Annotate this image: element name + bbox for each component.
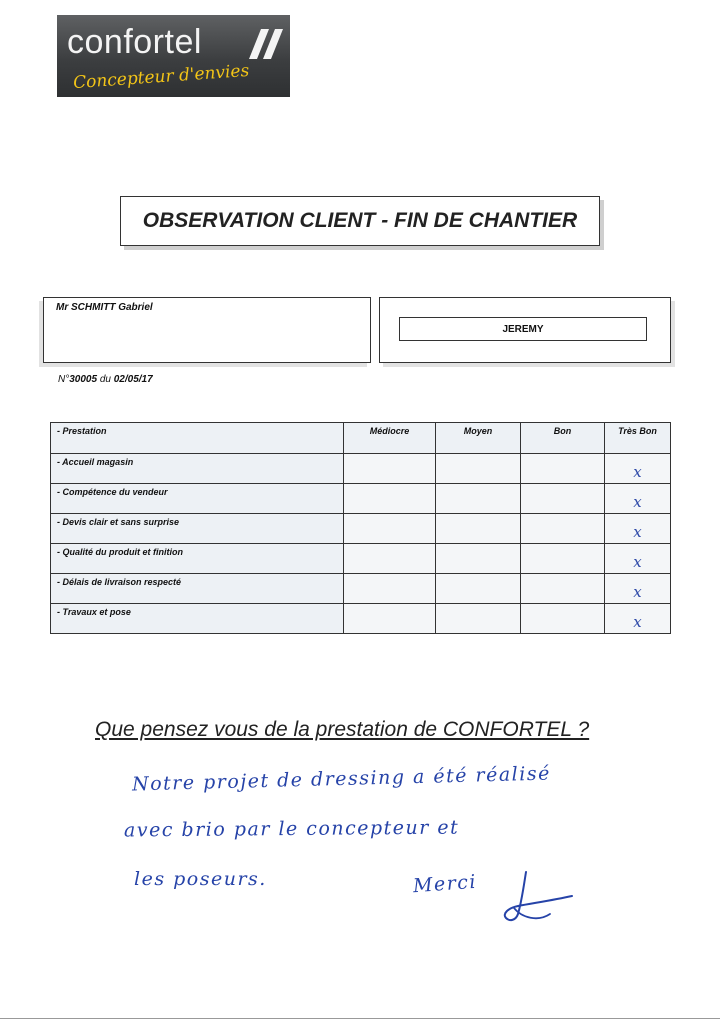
check-mark: x [633, 612, 642, 631]
cell-mediocre [344, 514, 436, 544]
header-mediocre: Médiocre [344, 423, 436, 454]
logo-slash-icon [247, 27, 285, 61]
cell-bon [521, 574, 605, 604]
client-box [43, 297, 371, 363]
cell-tres-bon [605, 604, 671, 634]
cell-tres-bon [605, 454, 671, 484]
cell-tres-bon [605, 514, 671, 544]
order-number: 30005 [69, 374, 98, 385]
row-label: - Délais de livraison respecté [51, 574, 344, 604]
cell-moyen [436, 454, 521, 484]
staff-box [379, 297, 671, 363]
page-bottom-rule [0, 1018, 720, 1019]
cell-bon [521, 484, 605, 514]
cell-moyen [436, 544, 521, 574]
row-label: - Travaux et pose [51, 604, 344, 634]
cell-moyen [436, 484, 521, 514]
header-moyen: Moyen [436, 423, 521, 454]
order-reference [58, 374, 153, 385]
cell-bon [521, 454, 605, 484]
order-connector: du [99, 374, 111, 385]
handwritten-thanks: Merci [412, 870, 478, 898]
cell-moyen [436, 604, 521, 634]
header-prestation: - Prestation [51, 423, 344, 454]
handwritten-comment-line-3: les poseurs. [134, 868, 267, 890]
header-bon: Bon [521, 423, 605, 454]
feedback-question: Que pensez vous de la prestation de CONFORTEL ? [95, 718, 590, 741]
check-mark: x [633, 582, 642, 601]
table-row [51, 514, 671, 544]
table-row [51, 574, 671, 604]
order-prefix: N° [58, 374, 70, 385]
cell-mediocre [344, 544, 436, 574]
confortel-logo [57, 15, 290, 97]
cell-tres-bon [605, 574, 671, 604]
row-label: - Devis clair et sans surprise [51, 514, 344, 544]
cell-moyen [436, 514, 521, 544]
cell-tres-bon [605, 484, 671, 514]
rating-table [50, 422, 671, 634]
logo-tagline: Concepteur d'envies [72, 60, 250, 94]
check-mark: x [633, 492, 642, 511]
cell-bon [521, 544, 605, 574]
cell-mediocre [344, 604, 436, 634]
cell-tres-bon [605, 544, 671, 574]
check-mark: x [633, 552, 642, 571]
rating-header-row [51, 423, 671, 454]
row-label: - Accueil magasin [51, 454, 344, 484]
staff-name: JEREMY [502, 323, 544, 335]
table-row [51, 604, 671, 634]
table-row [51, 544, 671, 574]
client-name: Mr SCHMITT Gabriel [56, 302, 153, 313]
cell-mediocre [344, 484, 436, 514]
form-title-box [120, 196, 600, 246]
header-tres-bon: Très Bon [605, 423, 671, 454]
cell-bon [521, 514, 605, 544]
cell-moyen [436, 574, 521, 604]
table-row [51, 454, 671, 484]
order-date: 02/05/17 [113, 374, 153, 385]
handwritten-comment-line-1: Notre projet de dressing a été réalisé [131, 762, 552, 796]
row-label: - Qualité du produit et finition [51, 544, 344, 574]
handwritten-comment-line-2: avec brio par le concepteur et [123, 816, 460, 842]
client-signature [488, 862, 578, 926]
cell-mediocre [344, 574, 436, 604]
form-title: OBSERVATION CLIENT - FIN DE CHANTIER [142, 209, 578, 232]
cell-bon [521, 604, 605, 634]
check-mark: x [633, 462, 642, 481]
staff-name-field [399, 317, 647, 341]
logo-brand-text: confortel [67, 23, 202, 61]
row-label: - Compétence du vendeur [51, 484, 344, 514]
table-row [51, 484, 671, 514]
check-mark: x [633, 522, 642, 541]
cell-mediocre [344, 454, 436, 484]
